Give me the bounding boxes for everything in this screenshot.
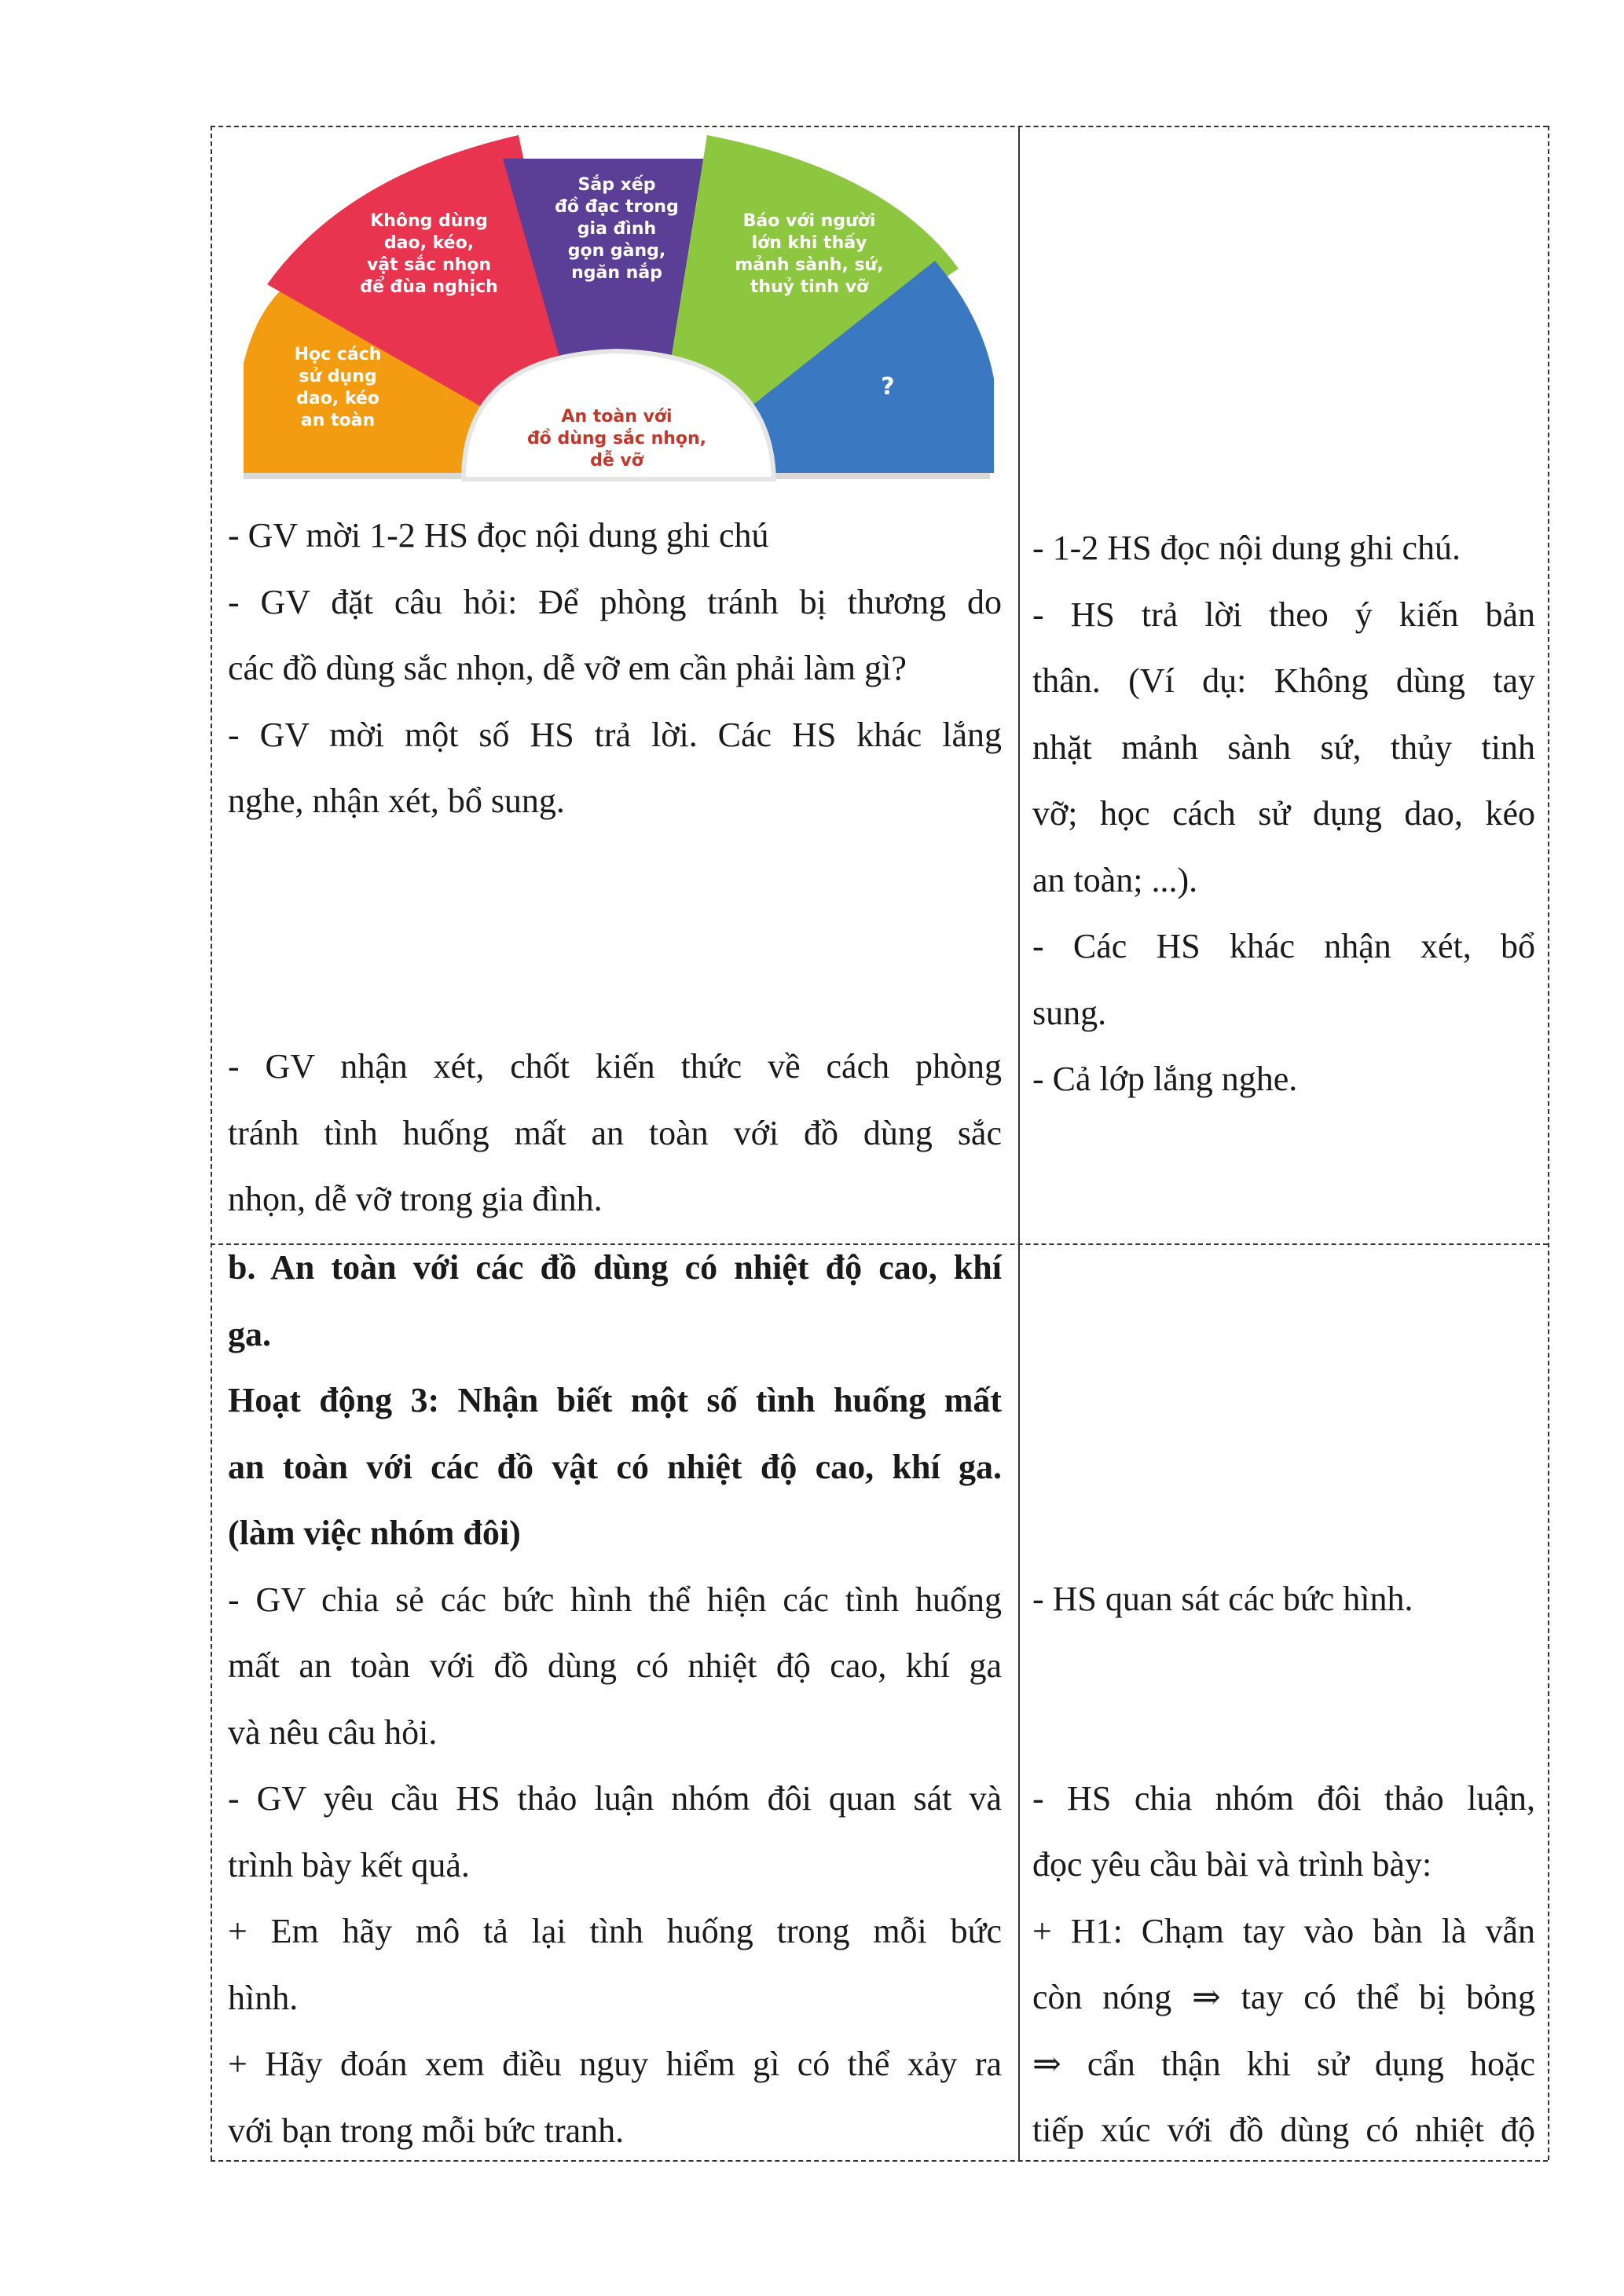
row2-left-line: + Hãy đoán xem điều nguy hiểm gì có thể xảy ra [228, 2045, 1002, 2083]
row1-left-spacer [228, 901, 1002, 968]
row1-left-cell [228, 503, 1002, 1233]
segment-label: Học cách sử dụng dao, kéo an toàn [294, 345, 382, 430]
table-right-border [1548, 126, 1549, 2160]
row2-right-spacer [1032, 1633, 1535, 1700]
row1-right-line: - HS trả lời theo ý kiến bản [1032, 595, 1535, 634]
row2-left-line: - GV yêu cầu HS thảo luận nhóm đôi quan sát và [228, 1779, 1002, 1818]
row2-right-line: + H1: Chạm tay vào bàn là vẫn [1032, 1911, 1535, 1950]
row1-left-line: nghe, nhận xét, bổ sung. [228, 782, 565, 820]
row1-left-line: - GV mời một số HS trả lời. Các HS khác lắng [228, 715, 1002, 754]
activity-heading: (làm việc nhóm đôi) [228, 1514, 521, 1552]
row1-right-line: - 1-2 HS đọc nội dung ghi chú. [1032, 529, 1461, 567]
segment-label: Báo với người lớn khi thấy mảnh sành, sứ, thuỷ tinh vỡ [735, 211, 884, 297]
column-divider [1018, 126, 1020, 2160]
row2-right-line: còn nóng ⇒ tay có thể bị bỏng [1032, 1978, 1535, 2016]
row2-right-line: - HS quan sát các bức hình. [1032, 1580, 1413, 1618]
row2-right-line: tiếp xúc với đồ dùng có nhiệt độ [1032, 2111, 1535, 2149]
row1-left-spacer [228, 835, 1002, 902]
row1-right-line: - Các HS khác nhận xét, bổ [1032, 927, 1535, 965]
segment-label: Không dùng dao, kéo, vật sắc nhọn để đùa nghịch [360, 211, 498, 297]
table-left-border [211, 126, 212, 2160]
row2-right-line: - HS chia nhóm đôi thảo luận, [1032, 1778, 1535, 1818]
row2-right-line: đọc yêu cầu bài và trình bày: [1032, 1845, 1432, 1884]
row2-right-line: ⇒ cẩn thận khi sử dụng hoặc [1032, 2044, 1535, 2083]
row2-left-line: + Em hãy mô tả lại tình huống trong mỗi bức [228, 1912, 1002, 1950]
activity-heading: Hoạt động 3: Nhận biết một số tình huống mất [228, 1381, 1002, 1419]
row1-left-line: tránh tình huống mất an toàn với đồ dùng sắc [228, 1113, 1002, 1152]
row1-left-line: các đồ dùng sắc nhọn, dễ vỡ em cần phải làm gì? [228, 649, 907, 687]
row1-left-spacer [228, 968, 1002, 1034]
row2-left-line: hình. [228, 1978, 299, 2017]
row2-left-line: và nêu câu hỏi. [228, 1712, 438, 1752]
row2-left-line: trình bày kết quả. [228, 1845, 470, 1884]
row2-left-line: mất an toàn với đồ dùng có nhiệt độ cao, khí ga [228, 1646, 1002, 1685]
row1-right-line: vỡ; học cách sử dụng dao, kéo [1032, 794, 1535, 833]
row2-left-cell [228, 1235, 1002, 2164]
row1-left-line: - GV đặt câu hỏi: Để phòng tránh bị thương do [228, 582, 1002, 621]
activity-heading: an toàn với các đồ vật có nhiệt độ cao, khí ga. [228, 1447, 1002, 1486]
segment-label: ? [881, 373, 895, 401]
row1-right-line: sung. [1032, 993, 1107, 1032]
row1-right-line: an toàn; ...). [1032, 860, 1198, 899]
center-label: An toàn với đồ dùng sắc nhọn, dễ vỡ [526, 407, 707, 471]
row1-left-line: nhọn, dễ vỡ trong gia đình. [228, 1180, 603, 1218]
row2-left-line: - GV chia sẻ các bức hình thể hiện các tình huống [228, 1580, 1002, 1619]
section-heading-cont: ga. [228, 1314, 271, 1353]
row1-right-line: nhặt mảnh sành sứ, thủy tinh [1032, 727, 1535, 767]
row2-left-line: với bạn trong mỗi bức tranh. [228, 2111, 625, 2150]
safety-wheel-diagram [228, 127, 1006, 489]
row2-right-spacer [1032, 1699, 1535, 1766]
row2-right-cell [1032, 1566, 1535, 2164]
row1-right-line: thân. (Ví dụ: Không dùng tay [1032, 661, 1535, 700]
row1-left-line: - GV nhận xét, chốt kiến thức về cách phòng [228, 1047, 1002, 1086]
row1-left-line: - GV mời 1-2 HS đọc nội dung ghi chú [228, 516, 769, 555]
segment-label: Sắp xếp đồ đạc trong gia đình gọn gàng, ngăn nắp [555, 175, 679, 283]
row1-right-cell [1032, 515, 1535, 1113]
section-heading: b. An toàn với các đồ dùng có nhiệt độ cao, khí [228, 1248, 1002, 1287]
row1-right-line: - Cả lớp lắng nghe. [1032, 1060, 1298, 1098]
